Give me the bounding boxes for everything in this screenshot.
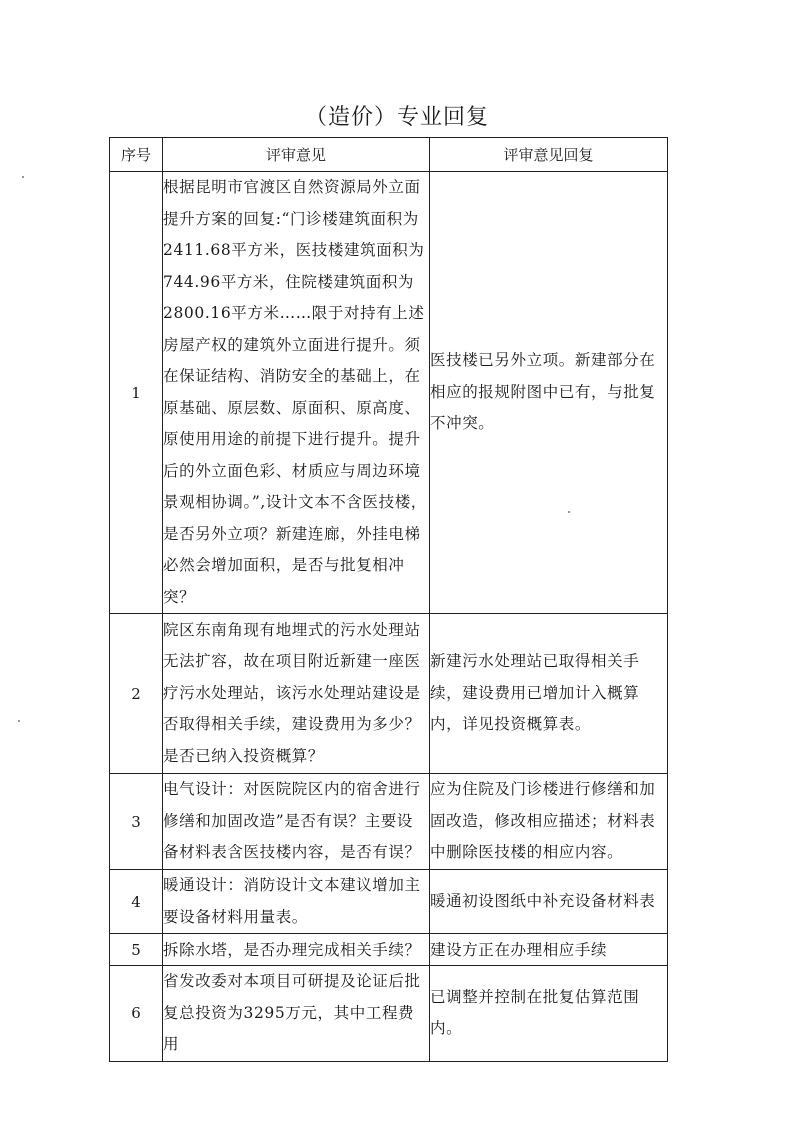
- row-opinion: 根据昆明市官渡区自然资源局外立面提升方案的回复:“门诊楼建筑面积为2411.68平方米，医技楼建筑面积为744.96平方米，住院楼建筑面积为2800.16平方米……限于对持有上述房屋产权的建筑外立面进行提升。须在保证结构、消防安全的基础上，在原基础、原层数、原面积、原高度、原使用用途的前提下进行提升。提升后的外立面色彩、材质应与周边环境景观相协调。”,设计文本不含医技楼，是否另外立项？新建连廊，外挂电梯必然会增加面积，是否与批复相冲突？: [163, 172, 430, 614]
- row-serial: 3: [110, 774, 163, 870]
- header-opinion: 评审意见: [163, 138, 430, 172]
- row-opinion: 拆除水塔，是否办理完成相关手续？: [163, 934, 430, 966]
- scan-speck: [18, 720, 20, 722]
- row-reply: 已调整并控制在批复估算范围内。: [430, 966, 668, 1062]
- row-serial: 2: [110, 614, 163, 774]
- scan-speck: [568, 511, 570, 513]
- row-reply: 新建污水处理站已取得相关手续，建设费用已增加计入概算内，详见投资概算表。: [430, 614, 668, 774]
- row-reply: 暖通初设图纸中补充设备材料表: [430, 870, 668, 934]
- row-opinion: 院区东南角现有地埋式的污水处理站无法扩容，故在项目附近新建一座医疗污水处理站，该污水处理站建设是否取得相关手续，建设费用为多少？是否已纳入投资概算？: [163, 614, 430, 774]
- row-opinion: 暖通设计：消防设计文本建议增加主要设备材料用量表。: [163, 870, 430, 934]
- row-opinion: 省发改委对本项目可研提及论证后批复总投资为3295万元，其中工程费用: [163, 966, 430, 1062]
- table-row: [110, 870, 668, 934]
- row-serial: 5: [110, 934, 163, 966]
- row-serial: 4: [110, 870, 163, 934]
- row-serial: 1: [110, 172, 163, 614]
- row-serial: 6: [110, 966, 163, 1062]
- review-table: [109, 137, 668, 1062]
- page-title: （造价）专业回复: [304, 105, 489, 130]
- header-serial: 序号: [110, 138, 163, 172]
- scan-speck: [22, 176, 24, 178]
- table-row: [110, 934, 668, 966]
- table-header-row: [110, 138, 668, 172]
- table-row: [110, 172, 668, 614]
- row-reply: 医技楼已另外立项。新建部分在相应的报规附图中已有，与批复不冲突。: [430, 172, 668, 614]
- table-row: [110, 614, 668, 774]
- table-row: [110, 966, 668, 1062]
- row-reply: 应为住院及门诊楼进行修缮和加固改造，修改相应描述；材料表中删除医技楼的相应内容。: [430, 774, 668, 870]
- table-row: [110, 774, 668, 870]
- row-reply: 建设方正在办理相应手续: [430, 934, 668, 966]
- row-opinion: 电气设计：对医院院区内的宿舍进行修缮和加固改造”是否有误？主要设备材料表含医技楼内容，是否有误？: [163, 774, 430, 870]
- header-reply: 评审意见回复: [430, 138, 668, 172]
